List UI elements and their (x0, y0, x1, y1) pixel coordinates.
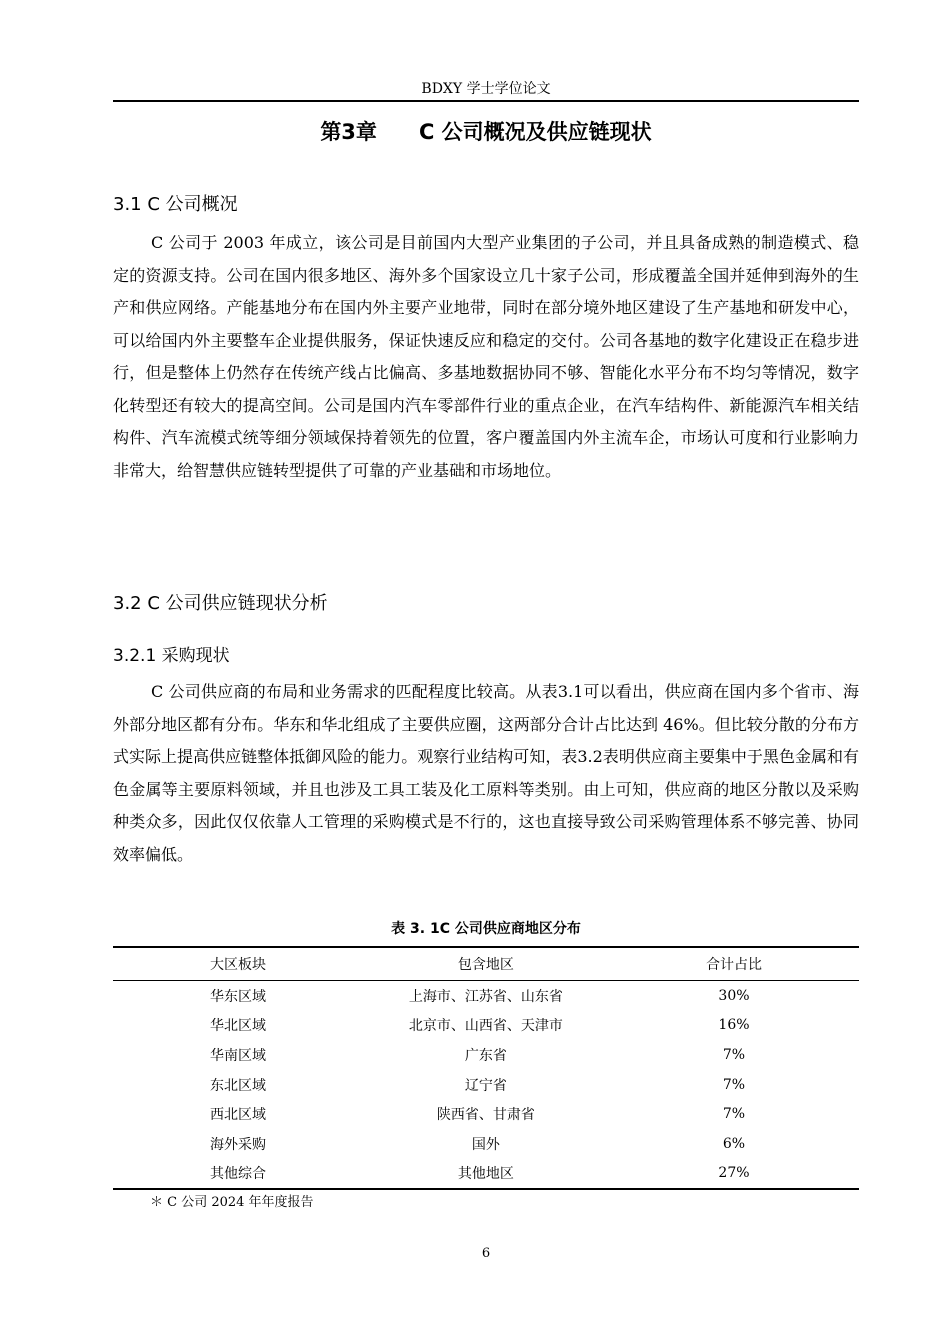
table-header-row (113, 947, 859, 981)
column-header: 大区板块 (113, 947, 363, 981)
page-number: 6 (481, 1246, 491, 1261)
table-cell: 北京市、山西省、天津市 (408, 1018, 563, 1035)
table-cell: 华北区域 (209, 1018, 266, 1035)
table-row (113, 1070, 859, 1100)
chapter-name: C 公司概况及供应链现状 (418, 120, 652, 144)
table-cell: 华南区域 (209, 1047, 266, 1064)
column-header: 包含地区 (363, 947, 609, 981)
table-cell: 国外 (471, 1136, 500, 1153)
table-row (113, 1159, 859, 1190)
table-cell: 陕西省、甘肃省 (436, 1107, 535, 1124)
table-cell: 西北区域 (209, 1107, 266, 1124)
supplier-region-table (113, 946, 859, 1190)
chapter-title (113, 116, 859, 146)
table-cell: 7% (722, 1046, 746, 1063)
table-cell: 27% (609, 1159, 859, 1190)
table-row (113, 981, 859, 1011)
header-rule (113, 100, 859, 102)
running-header: BDXY 学士学位论文 (421, 81, 551, 97)
table-row (113, 1099, 859, 1129)
table-cell: 其他综合 (113, 1159, 363, 1190)
section-3-1-paragraph: C 公司于 2003 年成立，该公司是目前国内大型产业集团的子公司，并且具备成熟的制造模式、稳定的资源支持。公司在国内很多地区、海外多个国家设立几十家子公司，形成覆盖全国并延伸到海外的生产和供应网络。产能基地分布在国内外主要产业地带，同时在部分境外地区建设了生产基地和研发中心，可以给国内外主要整车企业提供服务，保证快速反应和稳定的交付。公司各基地的数字化建设正在稳步进行，但是整体上仍然存在传统产线占比偏高、多基地数据协同不够、智能化水平分布不均匀等情况，数字化转型还有较大的提高空间。公司是国内汽车零部件行业的重点企业，在汽车结构件、新能源汽车相关结构件、汽车流模式统等细分领域保持着领先的位置，客户覆盖国内外主流车企，市场认可度和行业影响力非常大，给智慧供应链转型提供了可靠的产业基础和市场地位。 (113, 233, 859, 480)
table-row (113, 1011, 859, 1041)
table-cell: 7% (722, 1106, 746, 1123)
section-heading-3-2: 3.2 C 公司供应链现状分析 (113, 593, 328, 614)
table-cell: 海外采购 (209, 1136, 266, 1153)
table-cell: 30% (718, 987, 750, 1004)
table-cell: 6% (722, 1135, 746, 1152)
table-source-note: ＊ C 公司 2024 年年度报告 (150, 1195, 314, 1210)
subsection-heading-3-2-1: 3.2.1 采购现状 (113, 646, 230, 666)
table-cell: 上海市、江苏省、山东省 (408, 988, 563, 1005)
table-cell: 辽宁省 (464, 1077, 507, 1094)
table-row (113, 1129, 859, 1159)
section-heading-3-1: 3.1 C 公司概况 (113, 194, 238, 215)
table-cell: 广东省 (464, 1047, 507, 1064)
table-cell: 华东区域 (209, 988, 266, 1005)
column-header: 合计占比 (609, 947, 859, 981)
table-cell: 7% (722, 1076, 746, 1093)
chapter-number: 第3章 (320, 120, 377, 144)
table-caption: 表 3. 1C 公司供应商地区分布 (391, 921, 581, 937)
table-cell: 16% (718, 1017, 750, 1034)
table-row (113, 1040, 859, 1070)
table-cell: 东北区域 (209, 1077, 266, 1094)
section-3-2-1-paragraph: C 公司供应商的布局和业务需求的匹配程度比较高。从表3.1可以看出，供应商在国内多个省市、海外部分地区都有分布。华东和华北组成了主要供应圈，这两部分合计占比达到 46%。但比较分散的分布方式实际上提高供应链整体抵御风险的能力。观察行业结构可知，表3.2表明供应商主要集中于黑色金属和有色金属等主要原料领域，并且也涉及工具工装及化工原料等类别。由上可知，供应商的地区分散以及采购种类众多，因此仅仅依靠人工管理的采购模式是不行的，这也直接导致公司采购管理体系不够完善、协同效率偏低。 (113, 682, 859, 864)
table-cell: 其他地区 (363, 1159, 609, 1190)
